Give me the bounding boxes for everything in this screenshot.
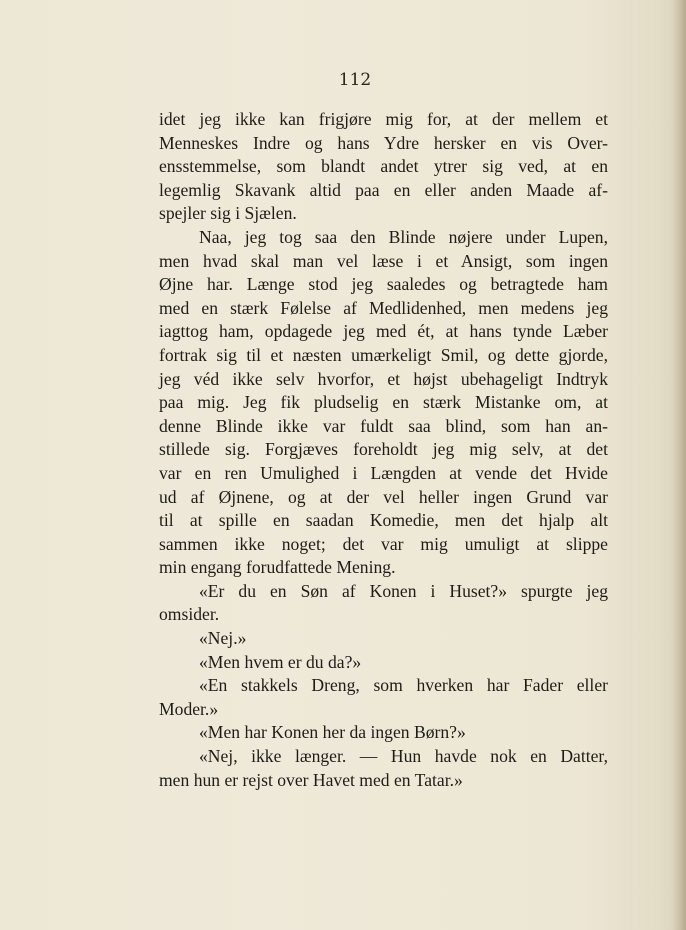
text-line: sammen ikke noget; det var mig umuligt at slippe	[159, 533, 608, 554]
text-line: stillede sig. Forgjæves foreholdt jeg mig selv, at det	[159, 439, 608, 460]
text-line: legemlig Skavank altid paa en eller anden Maade af-	[159, 179, 608, 200]
body-text	[159, 108, 608, 792]
text-line: men hvad skal man vel læse i et Ansigt, som ingen	[159, 250, 608, 271]
text-line: denne Blinde ikke var fuldt saa blind, som han an-	[159, 415, 608, 436]
text-line: Moder.»	[159, 698, 219, 719]
text-line: iagttog ham, opdagede jeg med ét, at hans tynde Læber	[159, 321, 608, 342]
text-line: min engang forudfattede Mening.	[159, 557, 396, 578]
text-line: «Men har Konen her da ingen Børn?»	[199, 722, 466, 743]
text-line: idet jeg ikke kan frigjøre mig for, at der mellem et	[159, 109, 608, 129]
text-line: fortrak sig til et næsten umærkeligt Smil, og dette gjorde,	[159, 344, 608, 365]
text-line: men hun er rejst over Havet med en Tatar.»	[159, 769, 463, 790]
page-edge-shadow	[672, 0, 686, 930]
text-line: ensstemmelse, som blandt andet ytrer sig ved, at en	[159, 156, 608, 177]
text-line: til at spille en saadan Komedie, men det hjalp alt	[159, 510, 608, 531]
text-line: «Nej.»	[199, 628, 247, 649]
text-line: «En stakkels Dreng, som hverken har Fader eller	[199, 675, 608, 696]
text-line: Menneskes Indre og hans Ydre hersker en vis Over-	[159, 132, 608, 153]
text-line: med en stærk Følelse af Medlidenhed, men medens jeg	[159, 297, 608, 318]
text-line: paa mig. Jeg fik pludselig en stærk Mistanke om, at	[159, 392, 608, 413]
text-line: spejler sig i Sjælen.	[159, 203, 297, 224]
page-number: 112	[338, 70, 372, 90]
text-line: «Nej, ikke længer. — Hun havde nok en Datter,	[199, 746, 608, 767]
text-line: Øjne har. Længe stod jeg saaledes og betragtede ham	[159, 274, 608, 295]
text-line: jeg véd ikke selv hvorfor, et højst ubehageligt Indtryk	[159, 368, 608, 389]
text-line: ud af Øjnene, og at der vel heller ingen Grund var	[159, 486, 608, 507]
text-line: var en ren Umulighed i Længden at vende det Hvide	[159, 462, 608, 483]
text-line: «Men hvem er du da?»	[199, 651, 362, 672]
text-line: omsider.	[159, 604, 220, 625]
text-line: Naa, jeg tog saa den Blinde nøjere under Lupen,	[199, 226, 608, 247]
text-line: «Er du en Søn af Konen i Huset?» spurgte jeg	[199, 580, 608, 601]
